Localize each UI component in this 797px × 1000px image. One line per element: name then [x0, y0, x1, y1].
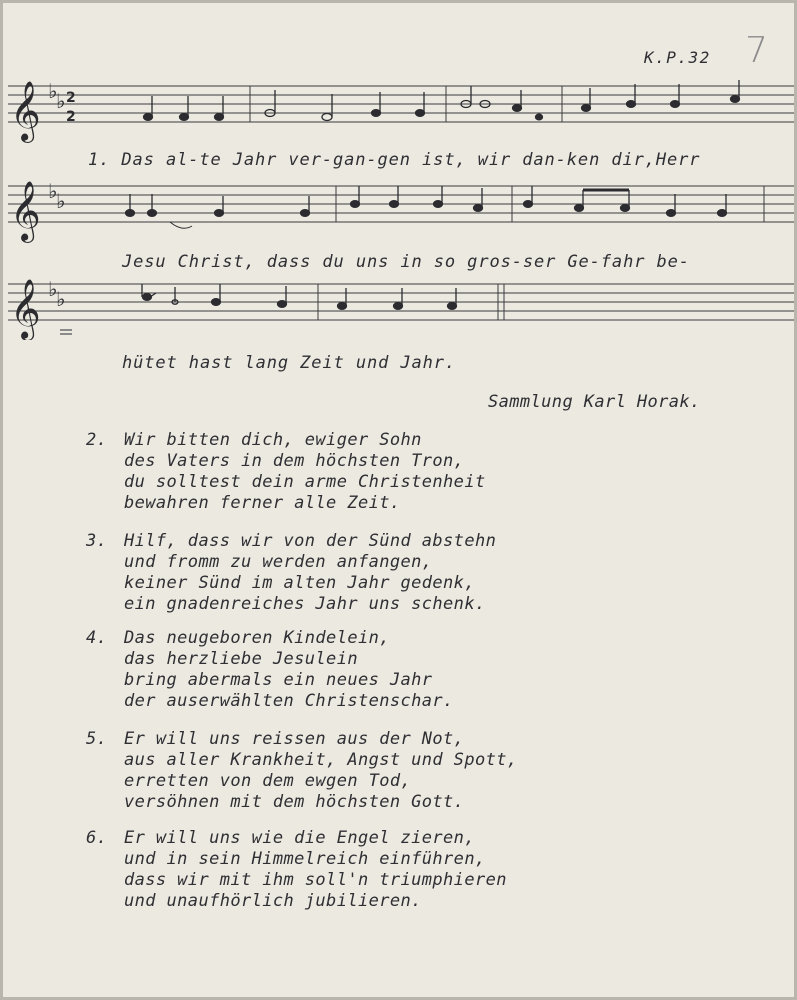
time-signature-top: 2 [66, 90, 76, 106]
verse-line: dass wir mit ihm soll'n triumphieren [124, 870, 507, 890]
lyric-line-3: hütet hast lang Zeit und Jahr. [122, 353, 457, 373]
verse-line: der auserwählten Christenschar. [124, 691, 454, 711]
flat-icon: ♭ [56, 189, 66, 213]
time-signature-bottom: 2 [66, 109, 76, 125]
music-notation [0, 0, 797, 340]
lyric-line-1: 1. Das al-te Jahr ver-gan-gen ist, wir dan-ken dir,Herr [88, 150, 701, 170]
collection-credit: Sammlung Karl Horak. [488, 392, 701, 412]
flat-icon: ♭ [56, 89, 66, 113]
verse-line: und in sein Himmelreich einführen, [124, 849, 486, 869]
verse-line: aus aller Krankheit, Angst und Spott, [124, 750, 518, 770]
verse-line: und fromm zu werden anfangen, [124, 552, 433, 572]
verse-line: versöhnen mit dem höchsten Gott. [124, 792, 465, 812]
flat-icon: ♭ [48, 179, 58, 203]
verse-line: des Vaters in dem höchsten Tron, [124, 451, 465, 471]
flat-icon: ♭ [48, 277, 58, 301]
verse-number: 4. [86, 628, 108, 648]
verse-number: 5. [86, 729, 108, 749]
verse-line: Das neugeboren Kindelein, [124, 628, 390, 648]
verse-line: das herzliebe Jesulein [124, 649, 358, 669]
verse-line: erretten von dem ewgen Tod, [124, 771, 412, 791]
flat-icon: ♭ [56, 287, 66, 311]
catalog-id: K.P.32 [644, 48, 711, 67]
verse-line: Er will uns reissen aus der Not, [124, 729, 465, 749]
verse-line: Er will uns wie die Engel zieren, [124, 828, 475, 848]
verse-number: 6. [86, 828, 108, 848]
treble-clef-icon: 𝄞 [10, 181, 41, 241]
verse-line: du solltest dein arme Christenheit [124, 472, 486, 492]
page-number: 7 [745, 30, 768, 71]
verse-line: Wir bitten dich, ewiger Sohn [124, 430, 422, 450]
flat-icon: ♭ [48, 79, 58, 103]
verse-line: bring abermals ein neues Jahr [124, 670, 433, 690]
verse-line: bewahren ferner alle Zeit. [124, 493, 401, 513]
verse-line: Hilf, dass wir von der Sünd abstehn [124, 531, 497, 551]
verse-line: ein gnadenreiches Jahr uns schenk. [124, 594, 486, 614]
verse-line: keiner Sünd im alten Jahr gedenk, [124, 573, 475, 593]
treble-clef-icon: 𝄞 [10, 279, 41, 339]
staff-2 [8, 186, 794, 222]
verse-number: 2. [86, 430, 108, 450]
treble-clef-icon: 𝄞 [10, 81, 41, 141]
verse-line: und unaufhörlich jubilieren. [124, 891, 422, 911]
lyric-line-2: Jesu Christ, dass du uns in so gros-ser Ge-fahr be- [122, 252, 690, 272]
staff-3 [8, 284, 794, 320]
verse-number: 3. [86, 531, 108, 551]
